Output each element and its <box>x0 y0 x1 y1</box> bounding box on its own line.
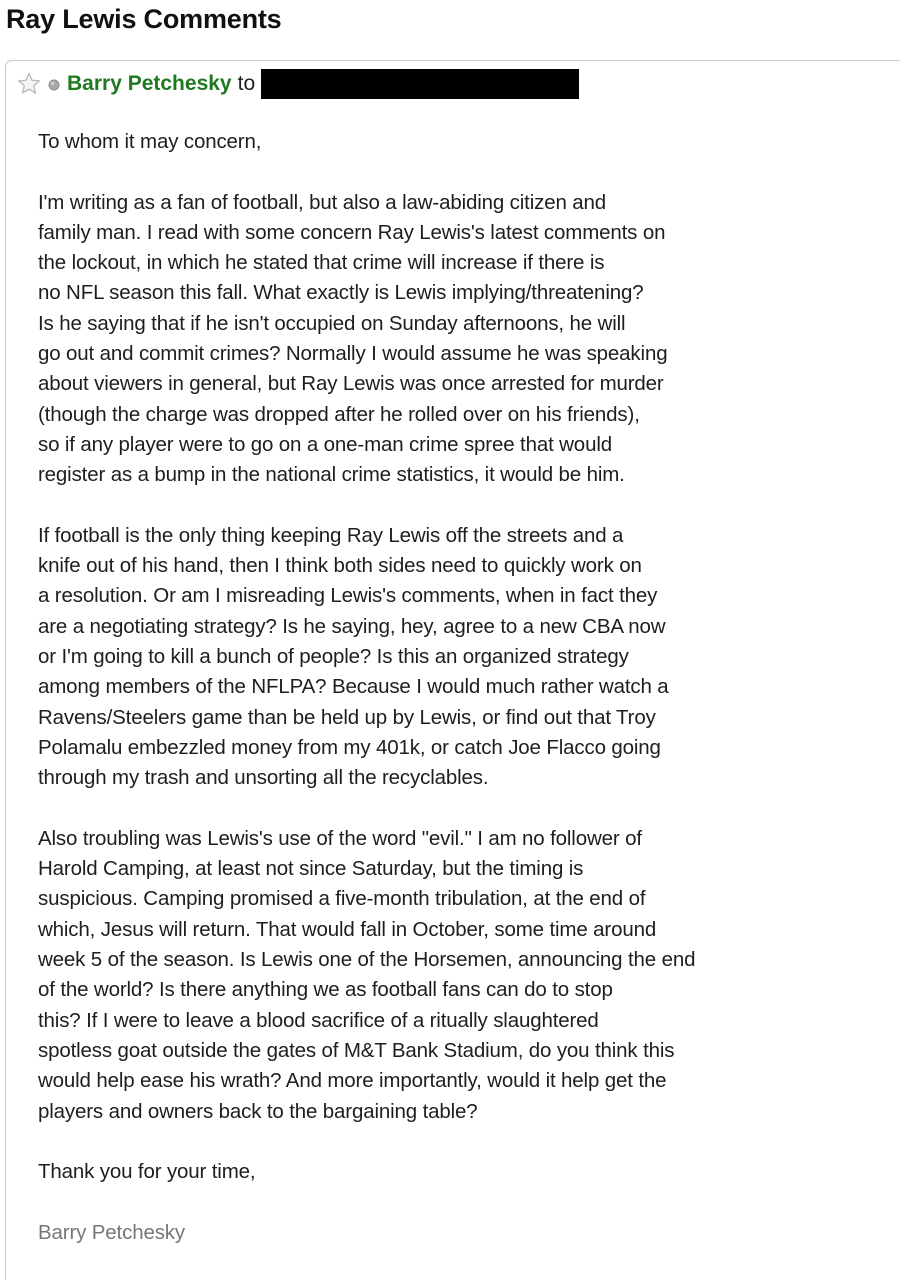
body-line: register as a bump in the national crime statistics, it would be him. <box>38 463 625 487</box>
body-line: the lockout, in which he stated that crime will increase if there is <box>38 251 605 275</box>
body-line: of the world? Is there anything we as football fans can do to stop <box>38 978 613 1002</box>
body-line: knife out of his hand, then I think both sides need to quickly work on <box>38 554 642 578</box>
body-line: so if any player were to go on a one-man crime spree that would <box>38 432 612 456</box>
body-line: Is he saying that if he isn't occupied on Sunday afternoons, he will <box>38 311 626 335</box>
paragraph-3 <box>38 824 898 1127</box>
body-line: (though the charge was dropped after he rolled over on his friends), <box>38 402 640 426</box>
paragraph-2 <box>38 521 898 794</box>
body-line: family man. I read with some concern Ray Lewis's latest comments on <box>38 220 666 244</box>
paragraph-1 <box>38 188 898 491</box>
body-line: Harold Camping, at least not since Saturday, but the timing is <box>38 857 584 881</box>
body-line: or I'm going to kill a bunch of people? Is this an organized strategy <box>38 645 629 669</box>
to-label: to <box>237 72 256 95</box>
message-header <box>16 69 579 99</box>
body-line: Ravens/Steelers game than be held up by Lewis, or find out that Troy <box>38 705 656 729</box>
signature: Barry Petchesky <box>38 1220 185 1244</box>
body-line: I'm writing as a fan of football, but also a law-abiding citizen and <box>38 190 607 214</box>
body-line: among members of the NFLPA? Because I would much rather watch a <box>38 675 669 699</box>
star-outline-icon[interactable] <box>16 71 42 97</box>
body-line: If football is the only thing keeping Ray Lewis off the streets and a <box>38 523 624 547</box>
body-line: which, Jesus will return. That would fall in October, some time around <box>38 917 657 941</box>
body-line: suspicious. Camping promised a five-month tribulation, at the end of <box>38 887 646 911</box>
greeting: To whom it may concern, <box>38 130 262 153</box>
body-line: no NFL season this fall. What exactly is Lewis implying/threatening? <box>38 281 644 305</box>
body-line: week 5 of the season. Is Lewis one of the Horsemen, announcing the end <box>38 948 696 972</box>
body-line: would help ease his wrath? And more importantly, would it help get the <box>38 1069 667 1093</box>
body-line: players and owners back to the bargaining table? <box>38 1099 478 1123</box>
message-card <box>5 60 900 1280</box>
body-line: spotless goat outside the gates of M&T Bank Stadium, do you think this <box>38 1038 675 1062</box>
gray-dot-icon <box>48 78 60 90</box>
redacted-recipient <box>261 69 579 99</box>
body-line: through my trash and unsorting all the recyclables. <box>38 766 489 790</box>
body-line: Polamalu embezzled money from my 401k, or catch Joe Flacco going <box>38 735 661 759</box>
body-line: about viewers in general, but Ray Lewis was once arrested for murder <box>38 372 664 396</box>
body-line: Also troubling was Lewis's use of the word "evil." I am no follower of <box>38 826 642 850</box>
sender-name[interactable]: Barry Petchesky <box>67 72 232 95</box>
body-line: a resolution. Or am I misreading Lewis's comments, when in fact they <box>38 584 658 608</box>
body-line: go out and commit crimes? Normally I would assume he was speaking <box>38 342 668 366</box>
email-subject: Ray Lewis Comments <box>6 4 282 34</box>
closing: Thank you for your time, <box>38 1160 256 1184</box>
body-line: are a negotiating strategy? Is he saying, hey, agree to a new CBA now <box>38 614 666 638</box>
message-body <box>38 127 898 1278</box>
body-line: this? If I were to leave a blood sacrifice of a ritually slaughtered <box>38 1008 599 1032</box>
